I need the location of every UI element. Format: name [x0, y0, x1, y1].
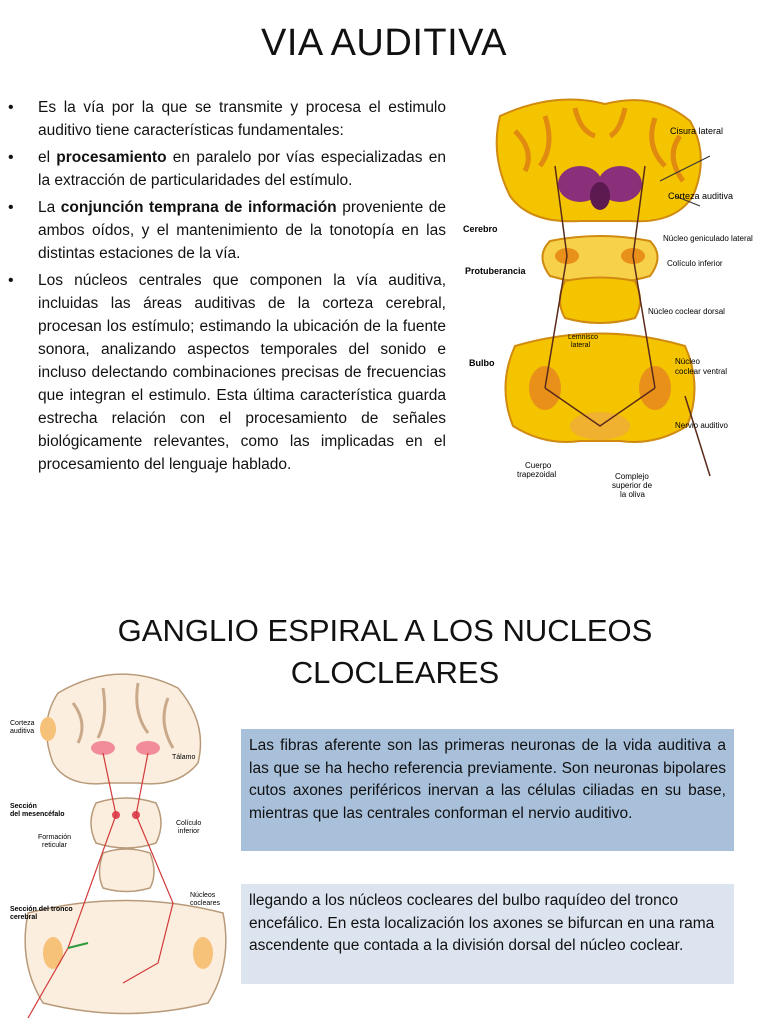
label-corteza: Corteza — [10, 720, 35, 727]
spiral-ganglion-figure — [8, 663, 236, 1024]
label-protuberancia: Protuberancia — [465, 266, 526, 276]
label-complejo: Complejo — [615, 472, 649, 481]
label-formacion-2: reticular — [42, 842, 67, 849]
label-lemnisco: Lemnisco — [568, 334, 598, 341]
label-seccion-mes-2: del mesencéfalo — [10, 811, 65, 818]
label-corteza: Corteza auditiva — [668, 191, 734, 201]
label-seccion-tronco-2: cerebral — [10, 914, 38, 921]
label-nucleos-2: cocleares — [190, 900, 220, 907]
bullet-item: • Los núcleos centrales que componen la vía auditiva, incluidas las áreas auditivas de la corteza cerebral, procesan los estímulo; estimando la ubicación de la fuente sonora, analizando aspectos temporales del sonido e incluso delectando combinaciones precisas de frecuencias que integran el estimulo. Esta última característica guarda estrecha relación con el procesamiento de señales biológicamente relevantes, como las implicadas en el procesamiento del lenguaje hablado. — [8, 269, 446, 476]
label-cerebro: Cerebro — [463, 224, 498, 234]
label-lemnisco-2: lateral — [571, 342, 591, 349]
label-coclear-ventral: Núcleo — [675, 357, 700, 366]
label-cisura: Cisura lateral — [670, 126, 724, 136]
label-talamo: Tálamo — [172, 754, 196, 761]
label-geniculado: Núcleo geniculado lateral — [663, 234, 753, 243]
bullet-item: • Es la vía por la que se transmite y procesa el estimulo auditivo tiene características fundamentales: — [8, 96, 446, 142]
label-coclear-ventral-2: coclear ventral — [675, 367, 728, 376]
label-coclear-dorsal: Núcleo coclear dorsal — [648, 307, 725, 316]
label-trapezoidal-2: trapezoidal — [517, 470, 557, 479]
label-formacion: Formación — [38, 834, 72, 841]
label-bulbo: Bulbo — [469, 358, 495, 368]
info-box-nucleos-cocleares: llegando a los núcleos cocleares del bulbo raquídeo del tronco encefálico. En esta localización los axones se bifurcan en una rama ascendente que contada a la división dorsal del núcleo coclear. — [241, 884, 734, 984]
label-seccion-tronco: Sección del tronco — [10, 906, 73, 913]
bullet-list — [8, 96, 446, 480]
label-coliculo-2: inferior — [178, 828, 200, 835]
bullet-item: • el procesamiento en paralelo por vías especializadas en la extracción de particularidades del estímulo. — [8, 146, 446, 192]
label-complejo-2: superior de — [612, 481, 653, 490]
label-nucleos: Núcleos — [190, 892, 216, 899]
label-nervio: Nervio auditivo — [675, 421, 728, 430]
section-title: GANGLIO ESPIRAL A LOS NUCLEOS CLOCLEARES — [117, 613, 653, 690]
label-coliculo: Colículo inferior — [667, 259, 723, 268]
auditory-pathway-figure — [455, 96, 753, 508]
label-coliculo: Colículo — [176, 820, 202, 827]
label-seccion-mes: Sección — [10, 803, 37, 810]
label-trapezoidal: Cuerpo — [525, 461, 552, 470]
info-box-aferentes: Las fibras aferente son las primeras neuronas de la vida auditiva a las que se ha hecho referencia previamente. Son neuronas bipolares cutos axones periféricos inervan a las células ciliadas en su base, mientras que las centrales conforman el nervio auditivo. — [241, 729, 734, 851]
bullet-item: • La conjunción temprana de información proveniente de ambos oídos, y el mantenimiento de la tonotopía en las distintas estaciones de la vía. — [8, 196, 446, 265]
label-corteza-2: auditiva — [10, 728, 35, 735]
label-complejo-3: la oliva — [620, 490, 645, 499]
page-title: VIA AUDITIVA — [260, 22, 508, 64]
